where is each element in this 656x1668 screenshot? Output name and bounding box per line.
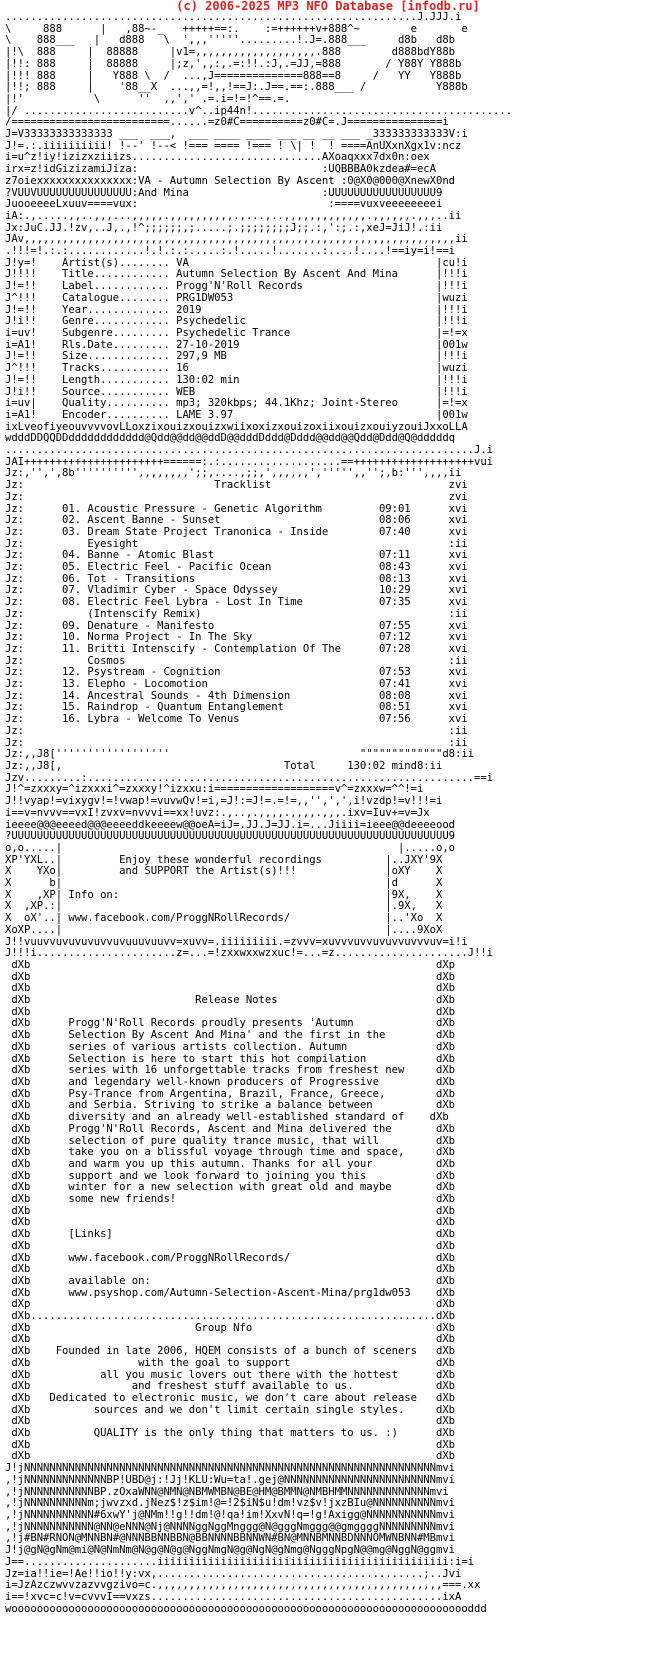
nfo-line: dXb www.facebook.com/ProggNRollRecords/ dXb <box>5 1251 455 1264</box>
nfo-text-body <box>5 12 651 1666</box>
nfo-line: dXb sources and we don't limit certain single styles. dXb <box>5 1403 455 1416</box>
nfo-line: dXb available on: dXb <box>5 1274 455 1287</box>
nfo-line: dXb dXb <box>5 1239 455 1252</box>
nfo-line: J!=.:.iiiiiiiiii! !--' !--< !=== ==== !=== ! \| ! ! ====AnUXxnXgx1v:ncz <box>5 139 462 152</box>
nfo-line: i=uv! Subgenre......... Psychedelic Trance |=!=x <box>5 326 468 339</box>
nfo-line: J!!!i......................z=...=!zxxwxxwzxuc!=...=z.....................J!!i <box>5 947 494 960</box>
nfo-line: J!i!! Genre............ Psychedelic |!!!i <box>5 315 468 328</box>
nfo-line: Jz:,,J8[, Total 130:02 mind8:ii <box>5 760 443 772</box>
nfo-line: ?UUUUUUUUUUUUUUUUUUUUUUUUUUUUUUUUUUUUUUUUUUUUUUUUUUUUUUUUUUUUUUUUUUUUU9 <box>5 830 455 843</box>
nfo-line: dXb selection of pure quality trance music, that will dXb <box>5 1134 455 1147</box>
nfo-line: X ,XP| Info on: |9X, X <box>5 888 443 901</box>
nfo-line: i=A1! Rls.Date......... 27-10-2019 |001w <box>5 338 468 351</box>
nfo-line: Jz:,,J8['''''''''''''''''' """""""""""""d8:ii <box>5 748 475 761</box>
nfo-line: J!!vyap!=vixygv!=!vwap!=vuvwQv!=i,=J!:=J!=.=!=,,'',',',i!vzdp!=v!!!=i <box>5 795 443 808</box>
nfo-line: ,!jNNNNNNNNNNNBP.zOxaWNN@NMN@NBMWMBN@BE@HM@BMMN@NMBHMMNNNNNNNNNNNNNmvi <box>5 1485 449 1498</box>
nfo-line: J!=!! Length........... 130:02 min |!!!i <box>5 373 468 386</box>
nfo-line: dXb www.psyshop.com/Autumn-Selection-Ascent-Mina/prg1dw053 dXb <box>5 1286 455 1299</box>
nfo-line: dXb some new friends! dXb <box>5 1193 455 1206</box>
nfo-line: Jz: 06. Tot - Transitions 08:13 xvi <box>5 572 468 585</box>
nfo-line: ,!jNNNNNNNNNNN#6xwY'j@NMm!!g!!dm!@!qa!im!XxvN!q=!g!Axigg@NNNNNNNNNNNmvi <box>5 1509 455 1521</box>
nfo-line: Jz: 08. Electric Feel Lybra - Lost In Time 07:35 xvi <box>5 596 468 609</box>
nfo-line: Jz: :ii <box>5 736 468 749</box>
nfo-line: /=========================......=z0#C==========z0#C=.J===============i <box>5 116 449 129</box>
nfo-line: dXb Selection By Ascent And Mina' and the first in the dXb <box>5 1029 455 1042</box>
nfo-line: Jz: Cosmos :ii <box>5 654 468 667</box>
nfo-line: dXb winter for a new selection with great old and maybe dXb <box>5 1181 455 1194</box>
nfo-line: dXb take you on a blissful voyage through time and space, dXb <box>5 1146 455 1159</box>
nfo-line: i=A1! Encoder.......... LAME 3.97 |001w <box>5 408 468 421</box>
nfo-line: |!' \ '' ,,',' .=.i=!=!^==.=. <box>5 92 291 105</box>
nfo-line: Jz: 10. Norma Project - In The Sky 07:12 xvi <box>5 631 468 644</box>
nfo-line: Jz: 16. Lybra - Welcome To Venus 07:56 xvi <box>5 713 468 726</box>
nfo-line: \ 888___ | d888 \ ',,,'''''.........!.J=.888___ d8b d8b <box>5 34 455 47</box>
nfo-line: dXb and legendary well-known producers of Progressive dXb <box>5 1075 455 1088</box>
nfo-line: dXb Selection is here to start this hot compilation dXb <box>5 1052 455 1065</box>
nfo-line: XP'YXL..| Enjoy these wonderful recordings |..JXY'9X <box>5 853 443 866</box>
nfo-line: dXb dXb <box>5 1450 455 1463</box>
nfo-line: dXp dXb <box>5 1298 455 1311</box>
nfo-line: Jz=ia!!ie=!Ae!!io!!y:vx,..........................................;..Jvi <box>5 1567 462 1580</box>
nfo-line: dXb Psy-Trance from Argentina, Brazil, France, Greece, dXb <box>5 1087 455 1100</box>
nfo-line: \ 888 | ,88~-_ +++++==:. :=++++++v+888^~ e e <box>5 22 468 35</box>
nfo-line: J^!!! Catalogue........ PRG1DW053 |wuzi <box>5 291 468 304</box>
nfo-line: Jz: 04. Banne - Atomic Blast 07:11 xvi <box>5 549 468 562</box>
nfo-line: ,!jNNNNNNNNNNN@NN@eNNN@Nj@NNNNggNggMnggg@N@gggNmggg@@gmggggNNNNNNNNNmvi <box>5 1520 455 1533</box>
nfo-line: Jzv.........:.............................................................==i <box>5 771 494 784</box>
nfo-line: |!!: 888 | 88888 |;z,',,:,.=:!!.:J,.=JJ,=888 / Y88Y Y888b <box>5 57 462 70</box>
nfo-line: |!!; 888 | '88__X ...,,=!,,!==J:.J==.==:.888___ / Y888b <box>5 81 468 94</box>
nfo-line: i=JzAzczwvvzazvvgzivo=c.,,,,,,,,,,,,,,,,,,,,,,,,,,,,,,,,,,,,,,,,,,,,,===.xx <box>5 1579 481 1592</box>
nfo-line: ieeee@@@eeeed@@@eeeeddkeeeew@@oeA=iJ=.JJ.J=JJ.i=...Jiiii=ieee@@deeeeood <box>5 818 455 831</box>
nfo-line: dXb and warm you up this autumn. Thanks for all your dXb <box>5 1157 455 1170</box>
nfo-line: J!^=zxxxy=^izxxxi^=zxxxy!^izxxu:i===================v^=zxxxw=^^!=i <box>5 783 424 796</box>
nfo-line: dXb dXb <box>5 1438 455 1451</box>
nfo-line: |!\ 888 | 88888 |v1=,,,,,,,,,,,,,,,,,,,.888 d888bdY88b <box>5 46 455 59</box>
nfo-line: Jz: 11. Britti Intenscify - Contemplation Of The 07:28 xvi <box>5 642 468 655</box>
nfo-line: J==.....................iiiiiiiiiiiiiiiiiiiiiiiiiiiiiiiiiiiiiiiiiiiiii:i=i <box>5 1555 475 1568</box>
nfo-line: J!=!! Year............. 2019 |!!!i <box>5 303 468 316</box>
nfo-line: J!=!! Size............. 297,9 MB |!!!i <box>5 350 468 363</box>
nfo-line: i=uv| Quality.......... mp3; 320kbps; 44.1Khz; Joint-Stereo |=!=x <box>5 397 468 410</box>
nfo-line: J!j@gN@gNm@mi@N@NmNm@N@g@N@g@NggNmgN@g@NgN@gNmg@NgggNpgN@@mg@NggN@ggmvi <box>5 1544 455 1557</box>
nfo-line: wooooooooooooooooooooooooooooooooooooooooooooooooooooooooooooooooooooooooddd <box>5 1602 487 1615</box>
nfo-line: dXb series of various artists collection. Autumn dXb <box>5 1040 455 1053</box>
nfo-line: Jz: 13. Elepho - Locomotion 07:41 xvi <box>5 678 468 691</box>
nfo-line: dXb................................................................dXb <box>5 1310 455 1323</box>
nfo-line: dXb Release Notes dXb <box>5 994 455 1007</box>
nfo-line: XoXP....| |....9XoX <box>5 923 443 936</box>
nfo-line: Jz: (Intenscify Remix) :ii <box>5 607 468 620</box>
nfo-line: dXb Group Nfo dXb <box>5 1321 455 1334</box>
nfo-line: X ,XP.:| |.9X, X <box>5 900 443 913</box>
nfo-line: ..........................................................................J.i <box>5 444 494 457</box>
nfo-line: Jz: 07. Vladimir Cyber - Space Odyssey 10:29 xvi <box>5 584 468 597</box>
nfo-line: JAI++++++++++++++++++++++======:.:...................==+++++++++++++++++++vui <box>5 455 494 468</box>
nfo-line: dXb dXb <box>5 970 455 983</box>
nfo-line: Jz:,'',',8b'''''''''',,,,,,,,';;,....,;;,',,,,,,',''''',,'';,b:''',,,,ii <box>5 467 462 480</box>
nfo-line: iA:.,.....,,..,,,...,,,,,.,,,,,,,,,,.,...,..,,,,,,,,,,,,,.,,,,,,.,,,..ii <box>5 209 462 222</box>
nfo-line: |/ ..........................v^..ip44n!......................................... <box>5 104 513 117</box>
nfo-line: dXb support and we look forward to joining you this dXb <box>5 1169 455 1182</box>
nfo-line: dXb Progg'N'Roll Records proudly presents 'Autumn dXb <box>5 1017 455 1030</box>
nfo-line: ,!jNNNNNNNNNNNNNBP!UBD@j:!Jj!KLU:Wu=ta!.gej@NNNNNNNNNNNNNNNNNNNNNNNNmvi <box>5 1473 455 1486</box>
nfo-line: i==v=nvvv==vxI!zvxv=nvvvi==xx!uvz:.,..,.,,,,.,,,,.,,,.ixv=Iuv+=v=Jx <box>5 806 430 819</box>
nfo-line: Jz: 03. Dream State Project Tranonica - Inside 07:40 xvi <box>5 525 468 538</box>
nfo-line: dXb all you music lovers out there with the hottest dXb <box>5 1368 455 1381</box>
nfo-line: ,!jNNNNNNNNNNm;jwvzxd.jNez$!z$im!@=!2$iN$u!dm!vz$v!jxzBIu@NNNNNNNNNNmvi <box>5 1497 455 1510</box>
nfo-line: wdddDDQQDDdddddddddddd@Qdd@@dd@@ddD@@dddDddd@Dddd@@dd@@Qdd@Ddd@Q@dddddq <box>5 432 455 445</box>
nfo-line: dXb dXp <box>5 958 455 971</box>
nfo-line: i==!xvc=c!v=cvvvI==vxzs..............................................ixA <box>5 1590 462 1603</box>
nfo-line: dXb [Links] dXb <box>5 1228 455 1241</box>
nfo-line: dXb and Serbia. Striving to strike a balance between dXb <box>5 1099 455 1112</box>
nfo-line: dXb series with 16 unforgettable tracks from freshest new dXb <box>5 1064 455 1077</box>
nfo-line: dXb and freshest stuff available to us. dXb <box>5 1380 455 1393</box>
nfo-line: Jz: zvi <box>5 490 468 503</box>
nfo-line: dXb dXb <box>5 1005 455 1018</box>
nfo-line: .!!!=!.:.:............!.!.:.:.....:.!.....!.......:....!....!==iy=i!==i <box>5 245 455 258</box>
nfo-line: Jx:JuC.JJ.!zv,..J,.,!^;;;;;;,;.....;.;;;;;;;;J;;.:,':;.:,xeJ=JiJ!.:ii <box>5 221 443 234</box>
nfo-line: JuooeeeeLxuuv====vux: :====vuxveeeeeeeei <box>5 198 443 211</box>
nfo-line: dXb dXb <box>5 982 455 995</box>
nfo-line: Jz: 12. Psystream - Cognition 07:53 xvi <box>5 666 468 679</box>
nfo-line: Jz: 01. Acoustic Pressure - Genetic Algorithm 09:01 xvi <box>5 502 468 515</box>
nfo-line: Jz: Tracklist zvi <box>5 479 468 492</box>
nfo-line: Jz: 15. Raindrop - Quantum Entanglement 08:51 xvi <box>5 701 468 714</box>
nfo-line: J!=!! Label............ Progg'N'Roll Records |!!!i <box>5 280 468 293</box>
nfo-line: dXb dXb <box>5 1333 455 1346</box>
nfo-line: J!i!! Source........... WEB |!!!i <box>5 385 468 398</box>
nfo-line: Jz: 14. Ancestral Sounds - 4th Dimension 08:08 xvi <box>5 689 468 702</box>
nfo-line: dXb Founded in late 2006, HQEM consists of a bunch of sceners dXb <box>5 1345 455 1358</box>
page-header-title: (c) 2006-2025 MP3 NFO Database [infodb.ru] <box>176 0 480 13</box>
nfo-line: X oX'..| www.facebook.com/ProggNRollRecords/ |..'Xo X <box>5 912 443 925</box>
nfo-line: dXb dXb <box>5 1216 455 1229</box>
nfo-line: dXb diversity and an already well-established standard of dXb <box>5 1111 449 1124</box>
nfo-line: ixLveofiyeouvvvvovLLoxzixouizxouizxwiixoxizxouizoxiixouizxouiyzouiJxxoLLA <box>5 420 468 433</box>
nfo-line: dXb dXb <box>5 1204 455 1217</box>
nfo-line: i=u^z!iy!izizxziiizs..............................AXoaqxxx7dx0n:oex <box>5 151 430 164</box>
nfo-line: J!y=! Artist(s)........ VA |cu!i <box>5 256 468 269</box>
nfo-line: J^!!! Tracks........... 16 |wuzi <box>5 362 468 375</box>
nfo-line: JAv,,,,,,,,,,,,,,,,,,,,,,,,,,,,,,,,,,,,,,,,,,,,,,,,,,,,,,,,,,,,,,,,,,,,ii <box>5 233 468 246</box>
nfo-line: J!jNNNNNNNNNNNNNNNNNNNNNNNNNNNNNNNNNNNNNNNNNNNNNNNNNNNNNNNNNNNNNNNNNmvi <box>5 1462 455 1475</box>
nfo-line: |!!! 888 | Y888 \ / ...,J==============888==8 / YY Y888b <box>5 69 462 82</box>
nfo-line: Jz: :ii <box>5 724 468 737</box>
nfo-line: J!!vuuvvuvuvuvuvvuvuuuvuuvv=xuvv=.iiiiiiiii.=zvvv=xuvvvuvvuvuvvuvvvuv=i!i <box>5 935 468 948</box>
nfo-line: dXb QUALITY is the only thing that matters to us. :) dXb <box>5 1427 455 1440</box>
nfo-line: Jz: 09. Denature - Manifesto 07:55 xvi <box>5 619 468 632</box>
nfo-line: o,o.....| |.....o,o <box>5 841 455 854</box>
nfo-line: irx=z!idGizizamiJiza: :UQBBBA0kzdea#=ecA <box>5 163 436 176</box>
nfo-line: Jz: 05. Electric Feel - Pacific Ocean 08:43 xvi <box>5 561 468 574</box>
nfo-line: X b| |d X <box>5 877 443 890</box>
nfo-line: dXb Dedicated to electronic music, we don't care about release dXb <box>5 1391 455 1404</box>
nfo-line: dXb dXb <box>5 1263 455 1276</box>
nfo-line: J!!!! Title............ Autumn Selection By Ascent And Mina |!!!i <box>5 268 468 281</box>
nfo-line: Jz: 02. Ascent Banne - Sunset 08:06 xvi <box>5 514 468 527</box>
nfo-line: X YXo| and SUPPORT the Artist(s)!!! |oXY X <box>5 865 443 878</box>
nfo-line: ,!j#BN#RNON@MNNBN#@NNNBBNNBBN@BBNNNNBBNNWN#BN@MNNBMNNBDNNNOMWNBNN#MBmvi <box>5 1532 455 1545</box>
nfo-line: dXb Progg'N'Roll Records, Ascent and Mina delivered the dXb <box>5 1122 455 1135</box>
nfo-line: .................................................................J.JJJ.i <box>5 12 462 23</box>
nfo-line: dXb with the goal to support dXb <box>5 1356 455 1369</box>
nfo-line: J=V33333333333333 ___ ___, ___ ____ ____ ___ __ __ ___ _333333333333V:i <box>5 128 468 141</box>
nfo-line: Jz: Eyesight :ii <box>5 537 468 550</box>
nfo-line: dXb dXb <box>5 1415 455 1428</box>
nfo-line: ?VUUVUUUUUUUUUUUUUUU:And Mina :UUUUUUUUUUUUUUUUU9 <box>5 186 443 199</box>
nfo-line: z7oiexxxxxxxxxxxxxxx:VA - Autumn Selection By Ascent :0@X0@000@XnewX0nd <box>5 174 455 187</box>
